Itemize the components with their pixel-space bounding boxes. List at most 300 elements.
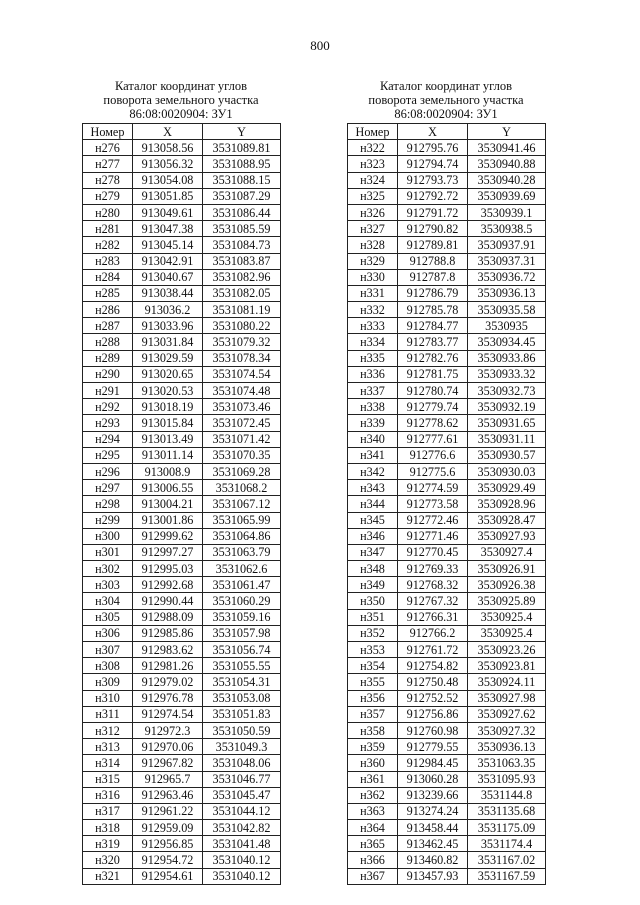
point-number: н293 xyxy=(83,415,133,431)
caption-line: 86:08:0020904: ЗУ1 xyxy=(129,107,233,121)
point-number: н359 xyxy=(348,739,398,755)
coord-x: 912776.6 xyxy=(398,447,468,463)
coord-x: 912997.27 xyxy=(133,544,203,560)
coord-y: 3531078.34 xyxy=(203,350,281,366)
coord-x: 912784.77 xyxy=(398,318,468,334)
table-row xyxy=(348,690,546,706)
point-number: н308 xyxy=(83,658,133,674)
table-row xyxy=(83,561,281,577)
coord-y: 3530931.65 xyxy=(468,415,546,431)
coord-x: 912959.09 xyxy=(133,820,203,836)
point-number: н343 xyxy=(348,480,398,496)
point-number: н299 xyxy=(83,512,133,528)
coord-x: 912954.61 xyxy=(133,868,203,884)
table-row xyxy=(348,658,546,674)
table-row xyxy=(348,722,546,738)
table-row xyxy=(83,787,281,803)
coord-x: 912760.98 xyxy=(398,722,468,738)
coord-x: 913060.28 xyxy=(398,771,468,787)
coordinate-catalog-left xyxy=(82,79,280,885)
coord-x: 913239.66 xyxy=(398,787,468,803)
coord-y: 3530930.57 xyxy=(468,447,546,463)
point-number: н360 xyxy=(348,755,398,771)
point-number: н353 xyxy=(348,642,398,658)
table-row xyxy=(348,771,546,787)
table-row xyxy=(348,480,546,496)
point-number: н324 xyxy=(348,172,398,188)
coord-y: 3530927.4 xyxy=(468,544,546,560)
coord-x: 912766.31 xyxy=(398,609,468,625)
table-row xyxy=(348,188,546,204)
coord-x: 913040.67 xyxy=(133,269,203,285)
coord-x: 912781.75 xyxy=(398,366,468,382)
coord-x: 912963.46 xyxy=(133,787,203,803)
coord-y: 3531074.54 xyxy=(203,366,281,382)
table-row xyxy=(83,739,281,755)
coord-x: 913274.24 xyxy=(398,803,468,819)
point-number: н326 xyxy=(348,204,398,220)
header-y: Y xyxy=(203,124,281,140)
coord-x: 912954.72 xyxy=(133,852,203,868)
coord-y: 3531079.32 xyxy=(203,334,281,350)
table-row xyxy=(83,706,281,722)
point-number: н306 xyxy=(83,625,133,641)
point-number: н305 xyxy=(83,609,133,625)
table-row xyxy=(83,334,281,350)
table-row xyxy=(348,820,546,836)
coord-y: 3530934.45 xyxy=(468,334,546,350)
point-number: н315 xyxy=(83,771,133,787)
point-number: н367 xyxy=(348,868,398,884)
point-number: н351 xyxy=(348,609,398,625)
point-number: н279 xyxy=(83,188,133,204)
table-row xyxy=(83,463,281,479)
table-row xyxy=(83,302,281,318)
coord-x: 913004.21 xyxy=(133,496,203,512)
coord-x: 912795.76 xyxy=(398,140,468,156)
coord-y: 3531046.77 xyxy=(203,771,281,787)
point-number: н362 xyxy=(348,787,398,803)
point-number: н340 xyxy=(348,431,398,447)
coord-y: 3531051.83 xyxy=(203,706,281,722)
coord-y: 3530937.91 xyxy=(468,237,546,253)
coord-x: 912970.06 xyxy=(133,739,203,755)
coord-x: 912995.03 xyxy=(133,561,203,577)
coord-x: 912780.74 xyxy=(398,383,468,399)
coord-x: 912770.45 xyxy=(398,544,468,560)
table-row xyxy=(348,528,546,544)
coord-y: 3531050.59 xyxy=(203,722,281,738)
coord-x: 913015.84 xyxy=(133,415,203,431)
coord-x: 912788.8 xyxy=(398,253,468,269)
point-number: н283 xyxy=(83,253,133,269)
coord-y: 3530926.38 xyxy=(468,577,546,593)
table-row xyxy=(83,350,281,366)
coord-x: 913013.49 xyxy=(133,431,203,447)
table-row xyxy=(83,269,281,285)
coord-x: 913056.32 xyxy=(133,156,203,172)
point-number: н300 xyxy=(83,528,133,544)
coord-x: 912981.26 xyxy=(133,658,203,674)
table-row xyxy=(348,544,546,560)
coord-y: 3531054.31 xyxy=(203,674,281,690)
coord-y: 3531144.8 xyxy=(468,787,546,803)
table-row xyxy=(83,674,281,690)
coord-x: 912771.46 xyxy=(398,528,468,544)
point-number: н287 xyxy=(83,318,133,334)
coord-x: 912783.77 xyxy=(398,334,468,350)
table-row xyxy=(348,221,546,237)
point-number: н321 xyxy=(83,868,133,884)
point-number: н335 xyxy=(348,350,398,366)
coord-y: 3530935 xyxy=(468,318,546,334)
coord-y: 3530925.4 xyxy=(468,625,546,641)
coord-y: 3531044.12 xyxy=(203,803,281,819)
point-number: н288 xyxy=(83,334,133,350)
table-row xyxy=(83,755,281,771)
point-number: н355 xyxy=(348,674,398,690)
point-number: н345 xyxy=(348,512,398,528)
point-number: н320 xyxy=(83,852,133,868)
coord-y: 3530926.91 xyxy=(468,561,546,577)
point-number: н318 xyxy=(83,820,133,836)
caption-line: поворота земельного участка xyxy=(103,93,259,107)
coord-y: 3531067.12 xyxy=(203,496,281,512)
coord-x: 913460.82 xyxy=(398,852,468,868)
coord-y: 3531135.68 xyxy=(468,803,546,819)
coord-y: 3531045.47 xyxy=(203,787,281,803)
coord-x: 912985.86 xyxy=(133,625,203,641)
point-number: н303 xyxy=(83,577,133,593)
point-number: н322 xyxy=(348,140,398,156)
coord-y: 3531048.06 xyxy=(203,755,281,771)
coord-x: 913047.38 xyxy=(133,221,203,237)
coord-x: 913462.45 xyxy=(398,836,468,852)
table-row xyxy=(83,383,281,399)
coord-y: 3531175.09 xyxy=(468,820,546,836)
coord-x: 912786.79 xyxy=(398,285,468,301)
coord-x: 912779.55 xyxy=(398,739,468,755)
coord-y: 3531041.48 xyxy=(203,836,281,852)
coord-y: 3531059.16 xyxy=(203,609,281,625)
coord-y: 3531057.98 xyxy=(203,625,281,641)
table-row xyxy=(348,350,546,366)
coord-x: 912769.33 xyxy=(398,561,468,577)
table-row xyxy=(83,399,281,415)
coord-y: 3531072.45 xyxy=(203,415,281,431)
point-number: н339 xyxy=(348,415,398,431)
coord-y: 3531040.12 xyxy=(203,852,281,868)
coord-y: 3530928.96 xyxy=(468,496,546,512)
point-number: н297 xyxy=(83,480,133,496)
coord-y: 3531084.73 xyxy=(203,237,281,253)
table-row xyxy=(83,188,281,204)
coord-y: 3531071.42 xyxy=(203,431,281,447)
table-row xyxy=(348,787,546,803)
coord-x: 913020.53 xyxy=(133,383,203,399)
coord-y: 3530937.31 xyxy=(468,253,546,269)
coord-y: 3530933.32 xyxy=(468,366,546,382)
table-row xyxy=(348,803,546,819)
table-row xyxy=(348,852,546,868)
point-number: н341 xyxy=(348,447,398,463)
coord-x: 913457.93 xyxy=(398,868,468,884)
point-number: н284 xyxy=(83,269,133,285)
point-number: н290 xyxy=(83,366,133,382)
table-row xyxy=(348,836,546,852)
point-number: н348 xyxy=(348,561,398,577)
table-row xyxy=(348,253,546,269)
point-number: н361 xyxy=(348,771,398,787)
table-row xyxy=(348,237,546,253)
table-row xyxy=(83,496,281,512)
table-row xyxy=(348,366,546,382)
table-row xyxy=(83,690,281,706)
coord-y: 3530935.58 xyxy=(468,302,546,318)
coord-x: 912777.61 xyxy=(398,431,468,447)
coord-y: 3531089.81 xyxy=(203,140,281,156)
coord-y: 3530932.73 xyxy=(468,383,546,399)
point-number: н307 xyxy=(83,642,133,658)
coord-y: 3531082.05 xyxy=(203,285,281,301)
point-number: н316 xyxy=(83,787,133,803)
point-number: н317 xyxy=(83,803,133,819)
coord-y: 3530940.88 xyxy=(468,156,546,172)
coord-x: 913008.9 xyxy=(133,463,203,479)
point-number: н277 xyxy=(83,156,133,172)
coord-x: 912787.8 xyxy=(398,269,468,285)
point-number: н350 xyxy=(348,593,398,609)
coord-x: 912752.52 xyxy=(398,690,468,706)
coord-x: 912750.48 xyxy=(398,674,468,690)
table-row xyxy=(83,836,281,852)
table-row xyxy=(348,415,546,431)
point-number: н333 xyxy=(348,318,398,334)
table-row xyxy=(348,561,546,577)
table-row xyxy=(348,755,546,771)
coord-y: 3531074.48 xyxy=(203,383,281,399)
page-number: 800 xyxy=(310,38,330,53)
coord-y: 3530933.86 xyxy=(468,350,546,366)
table-row xyxy=(348,706,546,722)
point-number: н312 xyxy=(83,722,133,738)
coord-y: 3530940.28 xyxy=(468,172,546,188)
table-row xyxy=(348,609,546,625)
coord-y: 3531088.95 xyxy=(203,156,281,172)
point-number: н280 xyxy=(83,204,133,220)
point-number: н295 xyxy=(83,447,133,463)
caption-line: Каталог координат углов xyxy=(114,79,248,93)
coord-y: 3530930.03 xyxy=(468,463,546,479)
point-number: н338 xyxy=(348,399,398,415)
point-number: н291 xyxy=(83,383,133,399)
coord-x: 912794.74 xyxy=(398,156,468,172)
coord-y: 3531086.44 xyxy=(203,204,281,220)
coord-x: 913038.44 xyxy=(133,285,203,301)
table-row xyxy=(83,771,281,787)
coord-x: 912999.62 xyxy=(133,528,203,544)
point-number: н354 xyxy=(348,658,398,674)
coord-y: 3531063.79 xyxy=(203,544,281,560)
table-row xyxy=(348,512,546,528)
table-row xyxy=(83,625,281,641)
point-number: н332 xyxy=(348,302,398,318)
coord-x: 913031.84 xyxy=(133,334,203,350)
table-row xyxy=(348,642,546,658)
table-row xyxy=(83,658,281,674)
coord-x: 912778.62 xyxy=(398,415,468,431)
coord-x: 912756.86 xyxy=(398,706,468,722)
table-row xyxy=(83,868,281,884)
table-row xyxy=(348,156,546,172)
coord-y: 3530936.13 xyxy=(468,285,546,301)
coord-x: 912976.78 xyxy=(133,690,203,706)
table-row xyxy=(83,204,281,220)
point-number: н342 xyxy=(348,463,398,479)
coord-x: 912967.82 xyxy=(133,755,203,771)
point-number: н357 xyxy=(348,706,398,722)
table-row xyxy=(83,642,281,658)
coord-y: 3531065.99 xyxy=(203,512,281,528)
table-header-row xyxy=(83,124,281,140)
table-row xyxy=(83,447,281,463)
coord-x: 913033.96 xyxy=(133,318,203,334)
table-row xyxy=(348,140,546,156)
coord-x: 912766.2 xyxy=(398,625,468,641)
coord-y: 3531082.96 xyxy=(203,269,281,285)
table-row xyxy=(83,593,281,609)
coord-y: 3531068.2 xyxy=(203,480,281,496)
coord-y: 3531081.19 xyxy=(203,302,281,318)
point-number: н358 xyxy=(348,722,398,738)
coord-x: 913018.19 xyxy=(133,399,203,415)
table-row xyxy=(83,431,281,447)
table-row xyxy=(348,577,546,593)
coord-y: 3531053.08 xyxy=(203,690,281,706)
point-number: н328 xyxy=(348,237,398,253)
table-caption xyxy=(82,79,280,123)
point-number: н304 xyxy=(83,593,133,609)
coord-x: 912768.32 xyxy=(398,577,468,593)
coord-x: 912972.3 xyxy=(133,722,203,738)
header-x: X xyxy=(133,124,203,140)
coord-y: 3530923.81 xyxy=(468,658,546,674)
header-number: Номер xyxy=(83,124,133,140)
point-number: н365 xyxy=(348,836,398,852)
caption-line: Каталог координат углов xyxy=(379,79,513,93)
point-number: н352 xyxy=(348,625,398,641)
coord-y: 3531062.6 xyxy=(203,561,281,577)
coord-y: 3531174.4 xyxy=(468,836,546,852)
coord-y: 3530927.62 xyxy=(468,706,546,722)
coord-y: 3531088.15 xyxy=(203,172,281,188)
point-number: н366 xyxy=(348,852,398,868)
coord-y: 3530931.11 xyxy=(468,431,546,447)
header-x: X xyxy=(398,124,468,140)
coord-y: 3531085.59 xyxy=(203,221,281,237)
coord-y: 3530927.93 xyxy=(468,528,546,544)
point-number: н302 xyxy=(83,561,133,577)
point-number: н289 xyxy=(83,350,133,366)
table-row xyxy=(83,852,281,868)
table-row xyxy=(83,609,281,625)
coord-y: 3530923.26 xyxy=(468,642,546,658)
coord-y: 3530927.32 xyxy=(468,722,546,738)
table-row xyxy=(83,318,281,334)
table-row xyxy=(348,674,546,690)
point-number: н330 xyxy=(348,269,398,285)
coord-x: 912772.46 xyxy=(398,512,468,528)
coordinate-catalog-right xyxy=(347,79,545,885)
coord-x: 912773.58 xyxy=(398,496,468,512)
table-row xyxy=(348,302,546,318)
coord-y: 3530928.47 xyxy=(468,512,546,528)
coord-y: 3530938.5 xyxy=(468,221,546,237)
coord-x: 913036.2 xyxy=(133,302,203,318)
coord-y: 3531095.93 xyxy=(468,771,546,787)
coord-x: 912956.85 xyxy=(133,836,203,852)
coord-x: 912792.72 xyxy=(398,188,468,204)
table-header-row xyxy=(348,124,546,140)
coord-x: 913029.59 xyxy=(133,350,203,366)
point-number: н356 xyxy=(348,690,398,706)
coord-x: 913051.85 xyxy=(133,188,203,204)
coord-y: 3530939.69 xyxy=(468,188,546,204)
coord-y: 3531070.35 xyxy=(203,447,281,463)
point-number: н309 xyxy=(83,674,133,690)
coord-y: 3531083.87 xyxy=(203,253,281,269)
coord-x: 912785.78 xyxy=(398,302,468,318)
coord-x: 913054.08 xyxy=(133,172,203,188)
table-row xyxy=(348,496,546,512)
coord-y: 3530924.11 xyxy=(468,674,546,690)
point-number: н281 xyxy=(83,221,133,237)
table-caption xyxy=(347,79,545,123)
coord-x: 913001.86 xyxy=(133,512,203,528)
table-row xyxy=(83,512,281,528)
table-row xyxy=(83,480,281,496)
coord-y: 3531073.46 xyxy=(203,399,281,415)
coord-x: 913011.14 xyxy=(133,447,203,463)
table-row xyxy=(348,334,546,350)
coord-x: 913020.65 xyxy=(133,366,203,382)
point-number: н337 xyxy=(348,383,398,399)
point-number: н349 xyxy=(348,577,398,593)
point-number: н311 xyxy=(83,706,133,722)
coord-x: 912791.72 xyxy=(398,204,468,220)
table-row xyxy=(348,868,546,884)
point-number: н301 xyxy=(83,544,133,560)
coord-x: 912789.81 xyxy=(398,237,468,253)
coord-y: 3530929.49 xyxy=(468,480,546,496)
coord-x: 913042.91 xyxy=(133,253,203,269)
table-row xyxy=(348,383,546,399)
table-row xyxy=(83,221,281,237)
point-number: н319 xyxy=(83,836,133,852)
point-number: н334 xyxy=(348,334,398,350)
point-number: н276 xyxy=(83,140,133,156)
table-row xyxy=(348,431,546,447)
coord-x: 913458.44 xyxy=(398,820,468,836)
header-number: Номер xyxy=(348,124,398,140)
table-row xyxy=(348,318,546,334)
coord-x: 912782.76 xyxy=(398,350,468,366)
coord-y: 3530936.13 xyxy=(468,739,546,755)
table-row xyxy=(348,399,546,415)
coord-x: 912984.45 xyxy=(398,755,468,771)
coord-y: 3531087.29 xyxy=(203,188,281,204)
point-number: н292 xyxy=(83,399,133,415)
